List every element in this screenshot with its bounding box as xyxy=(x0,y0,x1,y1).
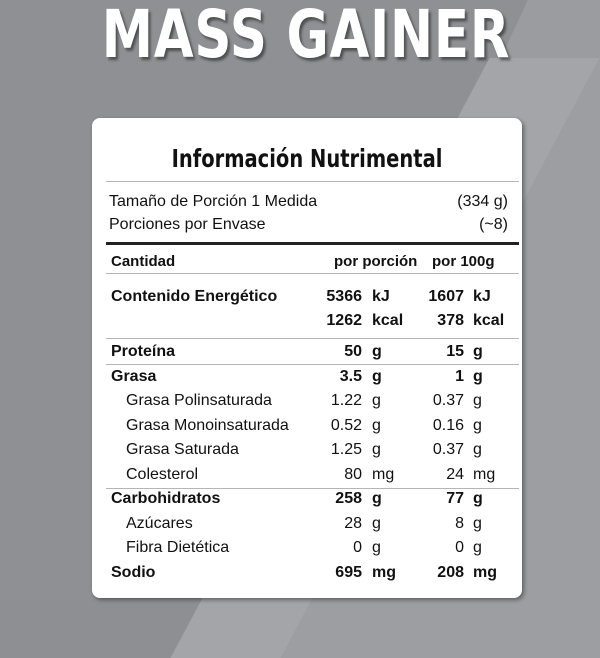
nutrient-name: Contenido Energético xyxy=(111,288,278,305)
per-serving-unit: g xyxy=(372,441,381,458)
nutrient-name: Grasa xyxy=(111,368,157,385)
per-100g-value: 0.37 xyxy=(432,441,464,458)
divider-thick xyxy=(106,242,519,245)
per-serving-value: 258 xyxy=(335,490,362,507)
per-100g-unit: g xyxy=(473,539,482,556)
servings-value: (~8) xyxy=(479,216,508,233)
per-serving-value: 5366 xyxy=(326,288,362,305)
nutrient-name: Grasa Monoinsaturada xyxy=(126,417,289,434)
divider xyxy=(106,338,519,339)
serving-size-label: Tamaño de Porción 1 Medida xyxy=(109,193,318,210)
header-per-serving: por porción xyxy=(334,253,418,270)
per-100g-value: 208 xyxy=(437,564,464,581)
per-serving-unit: kJ xyxy=(372,288,390,305)
per-serving-value: 1.22 xyxy=(330,392,362,409)
header-per-100g: por 100g xyxy=(432,253,495,270)
per-100g-unit: kJ xyxy=(473,288,491,305)
per-100g-unit: mg xyxy=(473,564,497,581)
per-100g-value: 0 xyxy=(455,539,464,556)
per-serving-unit: mg xyxy=(372,564,396,581)
per-100g-unit: g xyxy=(473,417,482,434)
per-serving-value: 695 xyxy=(335,564,362,581)
per-serving-value: 80 xyxy=(344,466,362,483)
per-serving-unit: g xyxy=(372,368,382,385)
per-100g-value: 15 xyxy=(446,343,464,360)
per-100g-unit: g xyxy=(473,368,483,385)
per-100g-value: 8 xyxy=(455,515,464,532)
nutrient-name: Sodio xyxy=(111,564,156,581)
per-serving-unit: g xyxy=(372,417,381,434)
per-serving-value: 0 xyxy=(353,539,362,556)
nutrition-label xyxy=(92,118,522,598)
per-serving-value: 0.52 xyxy=(330,417,362,434)
per-serving-value: 1.25 xyxy=(330,441,362,458)
divider xyxy=(106,488,519,489)
per-serving-unit: kcal xyxy=(372,312,404,329)
per-100g-value: 1 xyxy=(455,368,464,385)
per-100g-unit: g xyxy=(473,343,483,360)
per-100g-value: 378 xyxy=(437,312,464,329)
per-100g-unit: g xyxy=(473,490,483,507)
per-serving-unit: mg xyxy=(372,466,395,483)
nutrient-name: Carbohidratos xyxy=(111,490,221,507)
per-100g-value: 77 xyxy=(446,490,464,507)
per-100g-unit: g xyxy=(473,392,482,409)
per-serving-unit: g xyxy=(372,343,382,360)
per-100g-unit: g xyxy=(473,515,482,532)
per-serving-value: 28 xyxy=(344,515,362,532)
label-title: Información Nutrimental xyxy=(171,144,443,173)
per-serving-value: 1262 xyxy=(326,312,362,329)
divider xyxy=(106,273,519,274)
per-100g-value: 1607 xyxy=(428,288,464,305)
nutrient-name: Grasa Polinsaturada xyxy=(126,392,272,409)
divider xyxy=(106,181,519,182)
per-100g-unit: mg xyxy=(473,466,496,483)
per-100g-value: 0.16 xyxy=(432,417,464,434)
per-serving-value: 50 xyxy=(344,343,362,360)
divider xyxy=(106,364,519,365)
per-100g-unit: kcal xyxy=(473,312,505,329)
per-100g-value: 0.37 xyxy=(432,392,464,409)
nutrient-name: Proteína xyxy=(111,343,176,360)
per-100g-unit: g xyxy=(473,441,482,458)
per-serving-unit: g xyxy=(372,515,381,532)
nutrient-name: Colesterol xyxy=(126,466,199,483)
per-serving-unit: g xyxy=(372,490,382,507)
nutrient-name: Grasa Saturada xyxy=(126,441,239,458)
header-cantidad: Cantidad xyxy=(111,253,176,270)
serving-size-value: (334 g) xyxy=(457,193,508,210)
per-100g-value: 24 xyxy=(446,466,464,483)
nutrient-name: Azúcares xyxy=(126,515,193,532)
per-serving-unit: g xyxy=(372,392,381,409)
servings-label: Porciones por Envase xyxy=(109,216,266,233)
per-serving-unit: g xyxy=(372,539,381,556)
nutrient-name: Fibra Dietética xyxy=(126,539,230,556)
per-serving-value: 3.5 xyxy=(339,368,362,385)
product-title: MASS GAINER xyxy=(101,0,511,73)
